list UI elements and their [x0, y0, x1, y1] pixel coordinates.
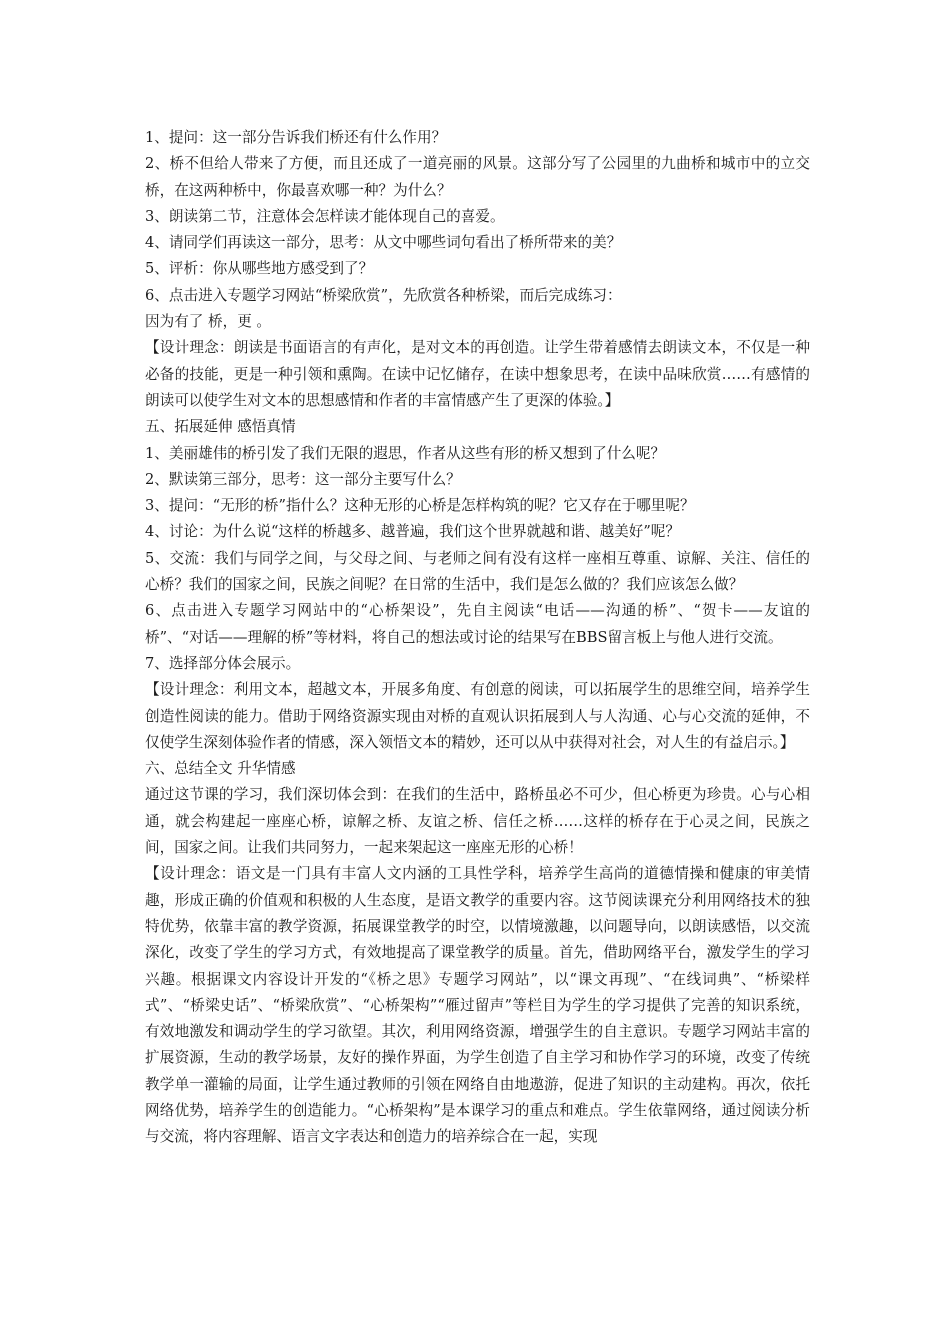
paragraph-5: 5、评析：你从哪些地方感受到了？: [145, 260, 374, 278]
document-body: [145, 125, 810, 1151]
paragraph-9: 1、美丽雄伟的桥引发了我们无限的遐思，作者从这些有形的桥又想到了什么呢？: [145, 444, 666, 462]
paragraph-1: 1、提问：这一部分告诉我们桥还有什么作用？: [145, 129, 447, 146]
design-note-2: 【设计理念：利用文本，超越文本，开展多角度、有创意的阅读，可以拓展学生的思维空间，培养学生创造性阅读的能力。借助于网络资源实现由对桥的直观认识拓展到人与人沟通、心与心交流的延伸，不仅使学生深刻体验作者的情感，深入领悟文本的精妙，还可以从中获得对社会，对人生的有益启示。】: [145, 681, 810, 751]
paragraph-12: 4、讨论：为什么说“这样的桥越多、越普遍，我们这个世界就越和谐、越美好”呢？: [145, 523, 680, 541]
paragraph-18: 通过这节课的学习，我们深切体会到：在我们的生活中，路桥虽必不可少，但心桥更为珍贵。心与心相通，就会构建起一座座心桥，谅解之桥、友谊之桥、信任之桥……这样的桥存在于心灵之间，民族之间，国家之间。让我们共同努力，一起来架起这一座座无形的心桥！: [145, 786, 810, 857]
paragraph-15: 7、选择部分体会展示。: [145, 654, 301, 672]
paragraph-7: 因为有了 桥，更 。: [145, 313, 272, 331]
paragraph-3: 3、朗读第二节，注意体会怎样读才能体现自己的喜爱。: [145, 207, 505, 225]
paragraph-11: 3、提问：“无形的桥”指什么？这种无形的心桥是怎样构筑的呢？它又存在于哪里呢？: [145, 497, 695, 515]
paragraph-6: 6、点击进入专题学习网站“桥梁欣赏”，先欣赏各种桥梁，而后完成练习：: [145, 286, 622, 304]
paragraph-14: 6、点击进入专题学习网站中的“心桥架设”，先自主阅读“电话——沟通的桥”、“贺卡——友谊的桥”、“对话——理解的桥”等材料，将自己的想法或讨论的结果写在BBS留言板上与他人进行交流。: [145, 602, 810, 646]
design-note-3: 【设计理念：语文是一门具有丰富人文内涵的工具性学科，培养学生高尚的道德情操和健康的审美情趣，形成正确的价值观和积极的人生态度，是语文教学的重要内容。这节阅读课充分利用网络技术的独特优势，依靠丰富的教学资源，拓展课堂教学的时空，以情境激趣，以问题导向，以朗读感悟，以交流深化，改变了学生的学习方式，有效地提高了课堂教学的质量。首先，借助网络平台，激发学生的学习兴趣。根据课文内容设计开发的“《桥之思》专题学习网站”，以“课文再现”、“在线词典”、“桥梁样式”、“桥梁史话”、“桥梁欣赏”、“心桥架构”“雁过留声”等栏目为学生的学习提供了完善的知识系统，有效地激发和调动学生的学习欲望。其次，利用网络资源，增强学生的自主意识。专题学习网站丰富的扩展资源，生动的教学场景，友好的操作界面，为学生创造了自主学习和协作学习的环境，改变了传统教学单一灌输的局面，让学生通过教师的引领在网络自由地遨游，促进了知识的主动建构。再次，依托网络优势，培养学生的创造能力。“心桥架构”是本课学习的重点和难点。学生依靠网络，通过阅读分析与交流，将内容理解、语言文字表达和创造力的培养综合在一起，实现: [145, 865, 810, 1146]
paragraph-4: 4、请同学们再读这一部分，思考：从文中哪些词句看出了桥所带来的美？: [145, 234, 622, 252]
paragraph-13: 5、交流：我们与同学之间，与父母之间、与老师之间有没有这样一座相互尊重、谅解、关注、信任的心桥？我们的国家之间，民族之间呢？在日常的生活中，我们是怎么做的？我们应该怎么做？: [145, 549, 810, 594]
section-heading-6: 六、总结全文 升华情感: [145, 760, 296, 778]
design-note-1: 【设计理念：朗读是书面语言的有声化，是对文本的再创造。让学生带着感情去朗读文本，不仅是一种必备的技能，更是一种引领和熏陶。在读中记忆储存，在读中想象思考，在读中品味欣赏……有感情的朗读可以使学生对文本的思想感情和作者的丰富情感产生了更深的体验。】: [145, 339, 810, 409]
paragraph-10: 2、默读第三部分，思考：这一部分主要写什么？: [145, 470, 461, 488]
paragraph-2: 2、桥不但给人带来了方便，而且还成了一道亮丽的风景。这部分写了公园里的九曲桥和城市中的立交桥，在这两种桥中，你最喜欢哪一种？为什么？: [145, 155, 810, 199]
section-heading-5: 五、拓展延伸 感悟真情: [145, 418, 296, 436]
